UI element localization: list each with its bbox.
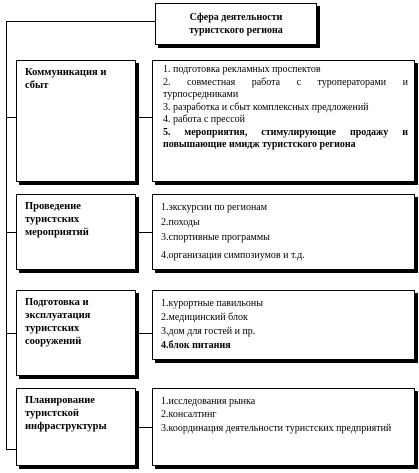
category-label-4: Планирование туристской инфраструктуры [25, 395, 107, 432]
list-item: 3.дом для гостей и пр. [161, 326, 256, 337]
list-item: 2.медицинский блок [161, 312, 248, 323]
list-item: 4.организация симпозиумов и т.д. [161, 250, 305, 261]
category-label-3: Подготовка и эксплуатация туристских сооружений [25, 297, 91, 347]
connector-link-3 [138, 333, 152, 334]
list-item: 1.экскурсии по регионам [161, 202, 268, 213]
items-box-1 [152, 60, 415, 182]
items-box-4 [152, 388, 415, 466]
connector-top [6, 21, 155, 22]
connector-group-3 [6, 333, 16, 334]
connector-group-4 [6, 449, 16, 450]
category-box-4 [16, 388, 136, 466]
list-item: 2. совместная работа с туроператорами и турпосредниками [163, 76, 408, 100]
category-label-2: Проведение туристских мероприятий [25, 201, 89, 238]
connector-link-2 [138, 232, 152, 233]
items-box-2 [152, 194, 415, 270]
connector-spine [6, 21, 7, 449]
list-item: 2.консалтинг [161, 409, 217, 420]
category-box-3 [16, 290, 136, 376]
list-item: 3.спортивные программы [161, 232, 270, 243]
diagram-title: Сфера деятельности туристского региона [189, 12, 283, 36]
list-item: 1.курортные павильоны [161, 298, 263, 309]
list-item: 4.блок питания [161, 340, 231, 351]
list-item: 1. подготовка рекламных проспектов [163, 64, 321, 75]
connector-link-4 [138, 427, 152, 428]
category-label-1: Коммуникация и сбыт [25, 67, 107, 91]
items-box-3 [152, 290, 415, 360]
connector-group-2 [6, 232, 16, 233]
list-item: 3. разработка и сбыт комплексных предложений [163, 101, 369, 113]
diagram-title-box [155, 3, 317, 45]
category-box-2 [16, 194, 136, 270]
category-box-1 [16, 60, 136, 182]
connector-group-1 [6, 117, 16, 118]
list-item: 4. работа с прессой [163, 114, 246, 125]
list-item: 5. мероприятия, стимулирующие продажу и повышающие имидж туристского региона [163, 126, 408, 150]
list-item: 1.исследования рынка [161, 396, 256, 407]
list-item: 2.походы [161, 217, 200, 228]
connector-link-1 [138, 117, 152, 118]
list-item: 3.координация деятельности туристских предприятий [161, 423, 392, 434]
